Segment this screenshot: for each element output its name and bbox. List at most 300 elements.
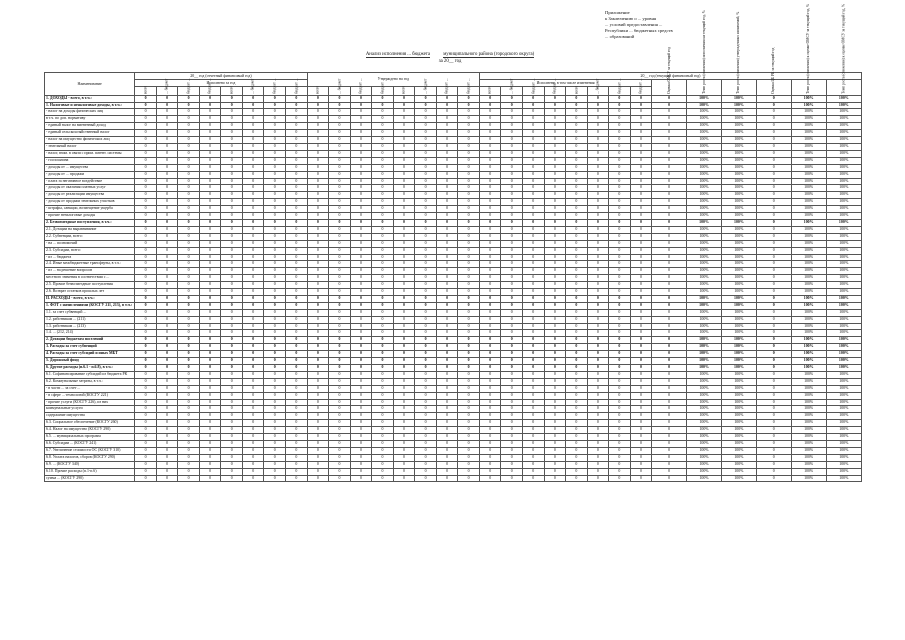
value-cell: 0 (566, 116, 588, 123)
value-cell: 0 (652, 427, 687, 434)
value-cell: 0 (242, 261, 264, 268)
value-cell: 0 (544, 371, 566, 378)
row-label: в т.ч. по доп. нормативу (45, 116, 135, 123)
value-cell: 0 (652, 240, 687, 247)
value-cell: 0 (242, 316, 264, 323)
value-cell: 0 (415, 454, 437, 461)
value-cell: 0 (135, 130, 157, 137)
value-cell: 0 (199, 295, 221, 302)
value-cell: 0 (436, 378, 458, 385)
value-cell: 0 (436, 406, 458, 413)
value-cell: 0 (415, 171, 437, 178)
value-cell: 0 (501, 295, 523, 302)
header-eval2: Оценка ЦБ РК за текущий год (756, 79, 791, 95)
value-cell: 0 (156, 337, 178, 344)
value-cell: 0 (436, 309, 458, 316)
value-cell: 0 (350, 226, 372, 233)
value-cell: 0 (178, 213, 200, 220)
value-cell: 0 (630, 351, 652, 358)
value-cell: 0 (458, 123, 480, 130)
value-cell: 0 (756, 447, 791, 454)
value-cell: 0 (329, 461, 351, 468)
value-cell: 0 (652, 261, 687, 268)
value-cell: 0 (652, 447, 687, 454)
value-cell: 0 (221, 365, 243, 372)
value-cell: 0 (221, 233, 243, 240)
value-cell: 0 (329, 109, 351, 116)
value-cell: 100% (687, 358, 722, 365)
value-cell: 0 (372, 385, 394, 392)
row-label: 1. ДОХОДЫ - всего, в т.ч.: (45, 95, 135, 102)
value-cell: 0 (458, 164, 480, 171)
value-cell: 0 (199, 247, 221, 254)
value-cell: 0 (199, 213, 221, 220)
value-cell: 0 (479, 268, 501, 275)
value-cell: 0 (630, 164, 652, 171)
value-cell: 0 (630, 344, 652, 351)
value-cell: 0 (587, 454, 609, 461)
value-cell: 0 (178, 302, 200, 309)
value-cell: 0 (264, 137, 286, 144)
value-cell: 0 (587, 268, 609, 275)
value-cell: 0 (587, 351, 609, 358)
value-cell: 0 (350, 178, 372, 185)
value-cell: 0 (264, 330, 286, 337)
value-cell: 0 (479, 302, 501, 309)
value-cell: 0 (587, 275, 609, 282)
value-cell: 100% (721, 233, 756, 240)
value-cell: 0 (479, 102, 501, 109)
value-cell: 0 (264, 199, 286, 206)
value-cell: 0 (307, 330, 329, 337)
value-cell: 0 (501, 213, 523, 220)
value-cell: 0 (630, 323, 652, 330)
value-cell: 0 (135, 358, 157, 365)
value-cell: 0 (458, 378, 480, 385)
value-cell: 100% (791, 358, 826, 365)
value-cell: 0 (756, 199, 791, 206)
value-cell: 100% (826, 330, 861, 337)
value-cell: 0 (566, 434, 588, 441)
value-cell: 0 (566, 330, 588, 337)
value-cell: 0 (372, 213, 394, 220)
value-cell: 0 (630, 261, 652, 268)
value-cell: 100% (791, 109, 826, 116)
table-row (45, 475, 862, 482)
value-cell: 0 (436, 344, 458, 351)
value-cell: 0 (372, 461, 394, 468)
value-cell: 0 (350, 392, 372, 399)
value-cell: 0 (756, 233, 791, 240)
value-cell: 0 (566, 247, 588, 254)
value-cell: 0 (566, 171, 588, 178)
value-cell: 0 (393, 351, 415, 358)
value-cell: 0 (242, 137, 264, 144)
value-cell: 0 (178, 447, 200, 454)
value-cell: 0 (756, 289, 791, 296)
value-cell: 0 (415, 213, 437, 220)
value-cell: 0 (587, 219, 609, 226)
header-subcolumn: ... бюджет (242, 86, 264, 95)
value-cell: 0 (756, 240, 791, 247)
value-cell: 0 (286, 371, 308, 378)
value-cell: 0 (587, 116, 609, 123)
value-cell: 0 (756, 95, 791, 102)
value-cell: 0 (199, 316, 221, 323)
value-cell: 0 (393, 178, 415, 185)
value-cell: 0 (372, 185, 394, 192)
value-cell: 0 (479, 213, 501, 220)
value-cell: 0 (458, 178, 480, 185)
value-cell: 0 (221, 440, 243, 447)
value-cell: 0 (350, 268, 372, 275)
value-cell: 0 (264, 185, 286, 192)
value-cell: 0 (587, 123, 609, 130)
value-cell: 0 (415, 219, 437, 226)
value-cell: 0 (458, 392, 480, 399)
value-cell: 0 (609, 440, 631, 447)
value-cell: 0 (393, 254, 415, 261)
value-cell: 0 (178, 102, 200, 109)
value-cell: 0 (329, 344, 351, 351)
value-cell: 100% (687, 254, 722, 261)
value-cell: 0 (286, 440, 308, 447)
value-cell: 0 (264, 302, 286, 309)
value-cell: 100% (721, 268, 756, 275)
value-cell: 100% (721, 102, 756, 109)
value-cell: 0 (523, 385, 545, 392)
value-cell: 0 (566, 461, 588, 468)
value-cell: 0 (587, 447, 609, 454)
value-cell: 0 (458, 137, 480, 144)
value-cell: 0 (372, 289, 394, 296)
value-cell: 0 (350, 420, 372, 427)
value-cell: 0 (436, 102, 458, 109)
value-cell: 0 (286, 247, 308, 254)
value-cell: 0 (350, 427, 372, 434)
value-cell: 100% (826, 316, 861, 323)
value-cell: 0 (135, 378, 157, 385)
value-cell: 0 (415, 344, 437, 351)
row-label: - из ... на решение вопросов (45, 268, 135, 275)
value-cell: 0 (178, 178, 200, 185)
value-cell: 0 (630, 371, 652, 378)
value-cell: 0 (544, 185, 566, 192)
value-cell: 0 (221, 137, 243, 144)
value-cell: 0 (630, 233, 652, 240)
value-cell: 0 (135, 420, 157, 427)
value-cell: 0 (501, 171, 523, 178)
value-cell: 100% (687, 109, 722, 116)
value-cell: 0 (264, 392, 286, 399)
table-row (45, 295, 862, 302)
value-cell: 0 (566, 275, 588, 282)
value-cell: 0 (286, 261, 308, 268)
value-cell: 0 (415, 206, 437, 213)
value-cell: 0 (566, 337, 588, 344)
value-cell: 0 (393, 199, 415, 206)
value-cell: 0 (652, 137, 687, 144)
value-cell: 100% (826, 261, 861, 268)
table-row (45, 337, 862, 344)
value-cell: 0 (566, 219, 588, 226)
value-cell: 0 (587, 192, 609, 199)
value-cell: 0 (756, 247, 791, 254)
value-cell: 0 (652, 289, 687, 296)
value-cell: 0 (587, 371, 609, 378)
value-cell: 0 (329, 95, 351, 102)
value-cell: 0 (436, 199, 458, 206)
value-cell: 0 (756, 171, 791, 178)
value-cell: 0 (393, 413, 415, 420)
value-cell: 0 (156, 261, 178, 268)
value-cell: 0 (523, 371, 545, 378)
value-cell: 0 (566, 385, 588, 392)
value-cell: 0 (501, 102, 523, 109)
value-cell: 0 (393, 440, 415, 447)
value-cell: 0 (286, 219, 308, 226)
value-cell: 0 (652, 371, 687, 378)
value-cell: 0 (756, 351, 791, 358)
value-cell: 100% (721, 330, 756, 337)
value-cell: 100% (721, 178, 756, 185)
value-cell: 0 (393, 365, 415, 372)
value-cell: 100% (826, 233, 861, 240)
value-cell: 0 (479, 344, 501, 351)
value-cell: 0 (286, 454, 308, 461)
value-cell: 0 (587, 434, 609, 441)
value-cell: 0 (501, 116, 523, 123)
value-cell: 0 (329, 420, 351, 427)
value-cell: 0 (329, 199, 351, 206)
value-cell: 0 (436, 178, 458, 185)
value-cell: 0 (264, 378, 286, 385)
value-cell: 0 (609, 468, 631, 475)
value-cell: 0 (350, 447, 372, 454)
value-cell: 0 (286, 323, 308, 330)
value-cell: 100% (687, 447, 722, 454)
value-cell: 100% (721, 144, 756, 151)
value-cell: 0 (286, 413, 308, 420)
value-cell: 0 (286, 295, 308, 302)
value-cell: 0 (199, 440, 221, 447)
value-cell: 0 (501, 144, 523, 151)
value-cell: 0 (479, 109, 501, 116)
value-cell: 0 (286, 309, 308, 316)
value-cell: 0 (264, 254, 286, 261)
value-cell: 0 (372, 261, 394, 268)
value-cell: 100% (687, 461, 722, 468)
value-cell: 0 (652, 461, 687, 468)
value-cell: 0 (756, 399, 791, 406)
value-cell: 100% (791, 185, 826, 192)
value-cell: 0 (372, 468, 394, 475)
value-cell: 0 (393, 137, 415, 144)
value-cell: 0 (264, 323, 286, 330)
value-cell: 0 (652, 440, 687, 447)
caption-right: муниципального района (городского округа) (443, 52, 535, 57)
value-cell: 0 (523, 406, 545, 413)
value-cell: 0 (458, 289, 480, 296)
row-label: - из ... бюджета (45, 254, 135, 261)
value-cell: 0 (199, 109, 221, 116)
value-cell: 0 (756, 365, 791, 372)
value-cell: 0 (544, 309, 566, 316)
value-cell: 0 (566, 302, 588, 309)
value-cell: 0 (199, 427, 221, 434)
value-cell: 0 (630, 268, 652, 275)
header-subcolumn: бюджет ... (264, 86, 286, 95)
value-cell: 0 (523, 137, 545, 144)
row-label: 2.2. Субвенции, всего: (45, 233, 135, 240)
value-cell: 0 (479, 144, 501, 151)
value-cell: 0 (523, 171, 545, 178)
value-cell: 0 (286, 399, 308, 406)
value-cell: 0 (393, 392, 415, 399)
value-cell: 0 (523, 123, 545, 130)
value-cell: 0 (630, 282, 652, 289)
value-cell: 0 (458, 102, 480, 109)
value-cell: 100% (687, 206, 722, 213)
value-cell: 0 (264, 95, 286, 102)
value-cell: 0 (756, 309, 791, 316)
value-cell: 0 (156, 406, 178, 413)
value-cell: 0 (544, 447, 566, 454)
value-cell: 0 (630, 247, 652, 254)
value-cell: 0 (652, 399, 687, 406)
value-cell: 100% (791, 247, 826, 254)
row-label: - плата за негативное воздействие (45, 178, 135, 185)
value-cell: 0 (501, 420, 523, 427)
value-cell: 0 (199, 268, 221, 275)
value-cell: 100% (791, 323, 826, 330)
value-cell: 0 (501, 392, 523, 399)
value-cell: 0 (523, 282, 545, 289)
table-row (45, 385, 862, 392)
value-cell: 0 (178, 171, 200, 178)
value-cell: 100% (687, 123, 722, 130)
value-cell: 0 (307, 337, 329, 344)
value-cell: 0 (609, 192, 631, 199)
row-label: - доходы от ... имущества (45, 164, 135, 171)
header-rate-b: Темп роста (снижения) утвержденных назначений, % (721, 79, 756, 95)
value-cell: 0 (566, 137, 588, 144)
value-cell: 0 (372, 150, 394, 157)
value-cell: 0 (156, 461, 178, 468)
value-cell: 0 (501, 123, 523, 130)
value-cell: 0 (630, 447, 652, 454)
value-cell: 0 (156, 254, 178, 261)
value-cell: 0 (156, 150, 178, 157)
value-cell: 0 (199, 406, 221, 413)
value-cell: 0 (587, 399, 609, 406)
row-label: - единый налог на вмененный доход (45, 123, 135, 130)
value-cell: 0 (458, 192, 480, 199)
value-cell: 0 (156, 233, 178, 240)
header-year-current: 20__ год (текущий финансовый год) (479, 73, 861, 80)
table-row (45, 171, 862, 178)
value-cell: 0 (329, 351, 351, 358)
value-cell: 0 (350, 475, 372, 482)
value-cell: 0 (199, 330, 221, 337)
value-cell: 0 (415, 268, 437, 275)
value-cell: 0 (652, 164, 687, 171)
value-cell: 0 (156, 378, 178, 385)
value-cell: 0 (630, 365, 652, 372)
value-cell: 0 (566, 440, 588, 447)
value-cell: 0 (523, 206, 545, 213)
value-cell: 0 (221, 392, 243, 399)
value-cell: 0 (630, 123, 652, 130)
value-cell: 0 (523, 199, 545, 206)
value-cell: 100% (791, 440, 826, 447)
value-cell: 0 (609, 116, 631, 123)
value-cell: 0 (242, 164, 264, 171)
value-cell: 0 (372, 399, 394, 406)
value-cell: 0 (501, 289, 523, 296)
value-cell: 100% (721, 309, 756, 316)
value-cell: 100% (687, 371, 722, 378)
value-cell: 0 (587, 330, 609, 337)
value-cell: 0 (609, 199, 631, 206)
value-cell: 0 (479, 420, 501, 427)
value-cell: 100% (687, 337, 722, 344)
value-cell: 100% (791, 434, 826, 441)
value-cell: 0 (609, 226, 631, 233)
value-cell: 0 (286, 275, 308, 282)
value-cell: 0 (458, 206, 480, 213)
value-cell: 0 (652, 351, 687, 358)
value-cell: 0 (436, 440, 458, 447)
value-cell: 100% (826, 337, 861, 344)
value-cell: 0 (307, 137, 329, 144)
value-cell: 0 (221, 185, 243, 192)
value-cell: 0 (393, 226, 415, 233)
value-cell: 0 (544, 171, 566, 178)
value-cell: 100% (721, 413, 756, 420)
value-cell: 0 (587, 213, 609, 220)
value-cell: 0 (156, 385, 178, 392)
value-cell: 0 (630, 137, 652, 144)
value-cell: 0 (587, 302, 609, 309)
value-cell: 0 (372, 351, 394, 358)
value-cell: 0 (436, 240, 458, 247)
value-cell: 100% (826, 447, 861, 454)
value-cell: 0 (307, 254, 329, 261)
header-indicator: Наименование (45, 73, 135, 96)
value-cell: 100% (687, 226, 722, 233)
value-cell: 0 (199, 192, 221, 199)
value-cell: 0 (178, 365, 200, 372)
value-cell: 0 (393, 406, 415, 413)
value-cell: 0 (523, 440, 545, 447)
value-cell: 0 (501, 434, 523, 441)
value-cell: 0 (544, 302, 566, 309)
value-cell: 0 (264, 282, 286, 289)
value-cell: 0 (756, 385, 791, 392)
value-cell: 0 (501, 206, 523, 213)
value-cell: 0 (479, 150, 501, 157)
value-cell: 0 (221, 95, 243, 102)
value-cell: 100% (721, 295, 756, 302)
value-cell: 0 (523, 164, 545, 171)
value-cell: 0 (415, 427, 437, 434)
header-subcolumn: бюджет ... (178, 86, 200, 95)
value-cell: 0 (286, 434, 308, 441)
value-cell: 0 (523, 344, 545, 351)
value-cell: 0 (221, 468, 243, 475)
value-cell: 100% (721, 261, 756, 268)
